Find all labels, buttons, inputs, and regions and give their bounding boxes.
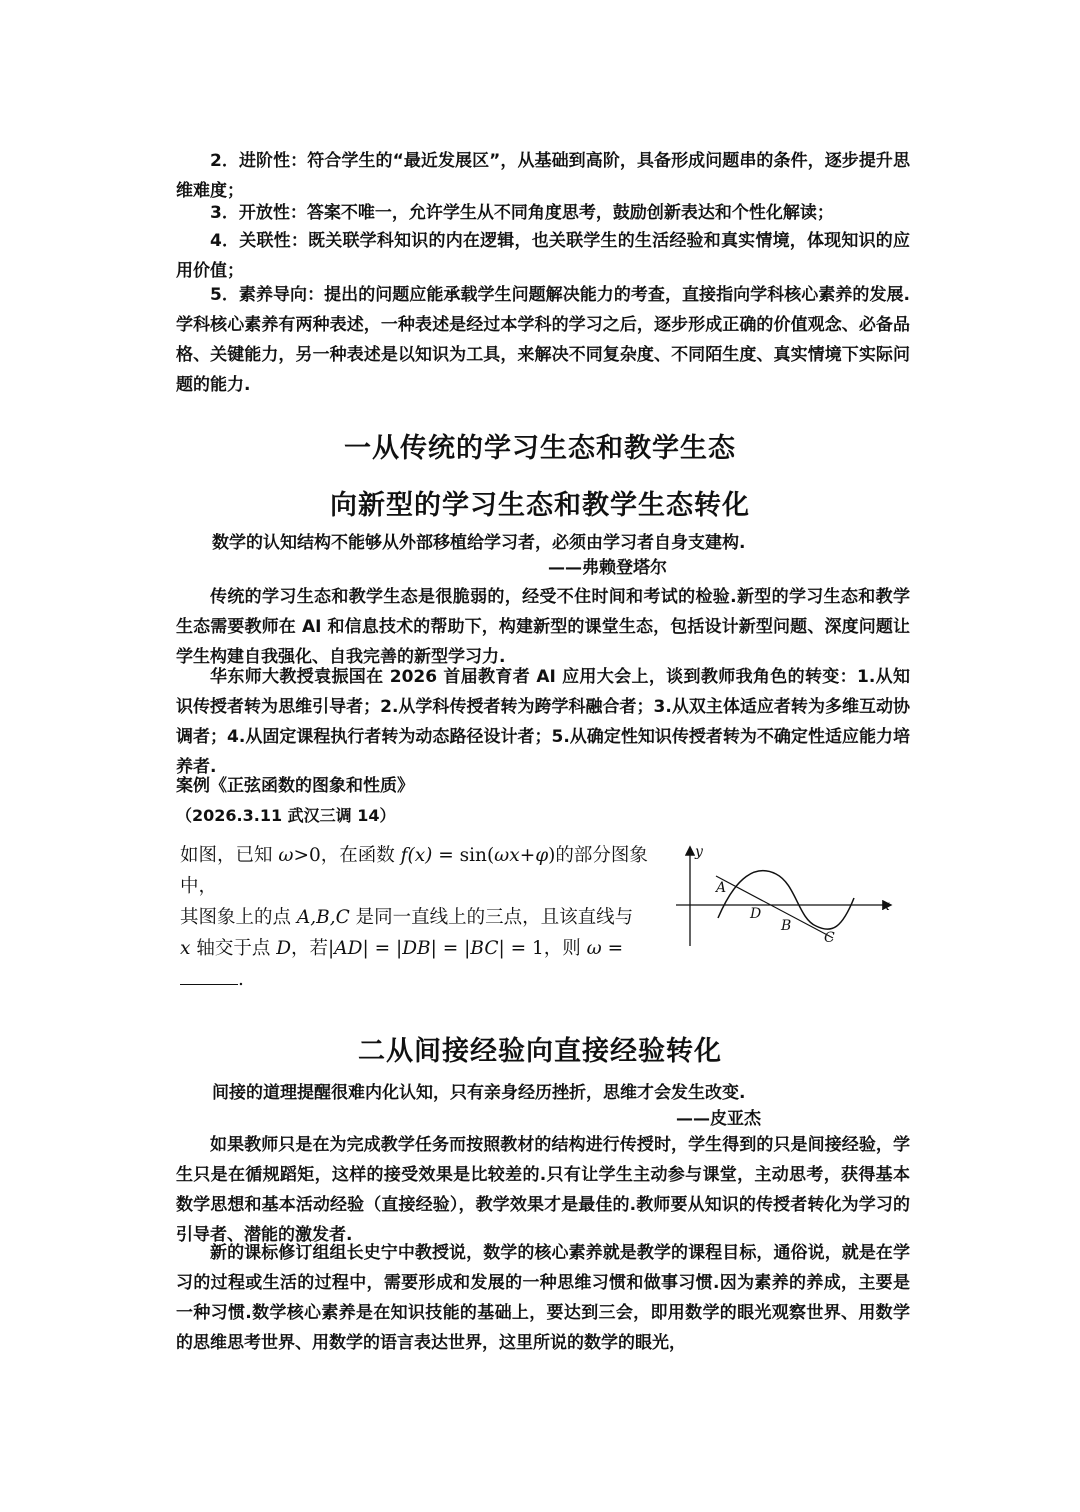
problem-line-1: 如图，已知 ω>0，在函数 f(x) = sin(ωx+φ)的部分图象中，	[180, 845, 648, 897]
sine-graph-figure	[668, 838, 900, 952]
section1-heading-line1: 一从传统的学习生态和教学生态	[344, 433, 736, 464]
label-D: D	[750, 906, 762, 922]
problem-line-3: x 轴交于点 D，若|AD| = |DB| = |BC| = 1，则 ω =.	[180, 938, 624, 990]
section2-quote: 间接的道理提醒很难内化认知，只有亲身经历挫折，思维才会发生改变.	[212, 1083, 746, 1103]
case-title: 案例《正弦函数的图象和性质》	[176, 776, 414, 796]
label-B: B	[781, 918, 792, 934]
line-through-points	[716, 876, 833, 938]
section2-heading: 二从间接经验向直接经验转化	[358, 1036, 722, 1067]
label-C: C	[824, 930, 835, 946]
section1-paragraph2: 华东师大教授袁振国在 2026 首届教育者 AI 应用大会上，谈到教师我角色的转变：1.从知识传授者转为思维引导者；2.从学科传授者转为跨学科融合者；3.从双主体适应者转为多维互动协调者；4.从固定课程执行者转为动态路径设计者；5.从确定性知识传授者转为不确定性适应能力培养者.	[176, 667, 910, 777]
section2-paragraph1: 如果教师只是在为完成教学任务而按照教材的结构进行传授时，学生得到的只是间接经验，学生只是在循规蹈矩，这样的接受效果是比较差的.只有让学生主动参与课堂，主动思考，获得基本数学思想和基本活动经验（直接经验），教学效果才是最佳的.教师要从知识的传授者转化为学习的引导者、潜能的激发者.	[176, 1135, 910, 1245]
list-item-literacy: 5．素养导向：提出的问题应能承载学生问题解决能力的考查，直接指向学科核心素养的发展.学科核心素养有两种表述，一种表述是经过本学科的学习之后，逐步形成正确的价值观念、必备品格、关键能力，另一种表述是以知识为工具，来解决不同复杂度、不同陌生度、真实情境下实际问题的能力.	[176, 285, 910, 395]
problem-line-2: 其图象上的点 A,B,C 是同一直线上的三点，且该直线与	[180, 907, 634, 928]
answer-blank	[180, 966, 238, 985]
case-source: （2026.3.11 武汉三调 14）	[176, 806, 396, 825]
label-x: x	[882, 898, 890, 914]
section1-quote-author: ——弗赖登塔尔	[548, 558, 667, 578]
section1-paragraph1: 传统的学习生态和教学生态是很脆弱的，经受不住时间和考试的检验.新型的学习生态和教学生态需要教师在 AI 和信息技术的帮助下，构建新型的课堂生态，包括设计新型问题、深度问题让学生构建自我强化、自我完善的新型学习力.	[176, 587, 910, 667]
section2-paragraph2: 新的课标修订组组长史宁中教授说，数学的核心素养就是教学的课程目标，通俗说，就是在学习的过程或生活的过程中，需要形成和发展的一种思维习惯和做事习惯.因为素养的养成，主要是一种习惯.数学核心素养是在知识技能的基础上，要达到三会，即用数学的眼光观察世界、用数学的思维思考世界、用数学的语言表达世界，这里所说的数学的眼光，	[176, 1243, 910, 1353]
list-item-relevance: 4．关联性：既关联学科知识的内在逻辑，也关联学生的生活经验和真实情境，体现知识的应用价值；	[176, 231, 910, 281]
section1-quote: 数学的认知结构不能够从外部移植给学习者，必须由学习者自身支建构.	[212, 533, 746, 553]
list-item-progressive: 2．进阶性：符合学生的“最近发展区”，从基础到高阶，具备形成问题串的条件，逐步提升思维难度；	[176, 151, 910, 201]
section2-quote-author: ——皮亚杰	[676, 1109, 761, 1129]
label-y: y	[695, 844, 703, 860]
label-A: A	[716, 880, 727, 896]
problem-statement	[180, 840, 670, 995]
section1-heading-line2: 向新型的学习生态和教学生态转化	[330, 490, 750, 521]
list-item-openness: 3．开放性：答案不唯一，允许学生从不同角度思考，鼓励创新表达和个性化解读；	[210, 203, 834, 223]
